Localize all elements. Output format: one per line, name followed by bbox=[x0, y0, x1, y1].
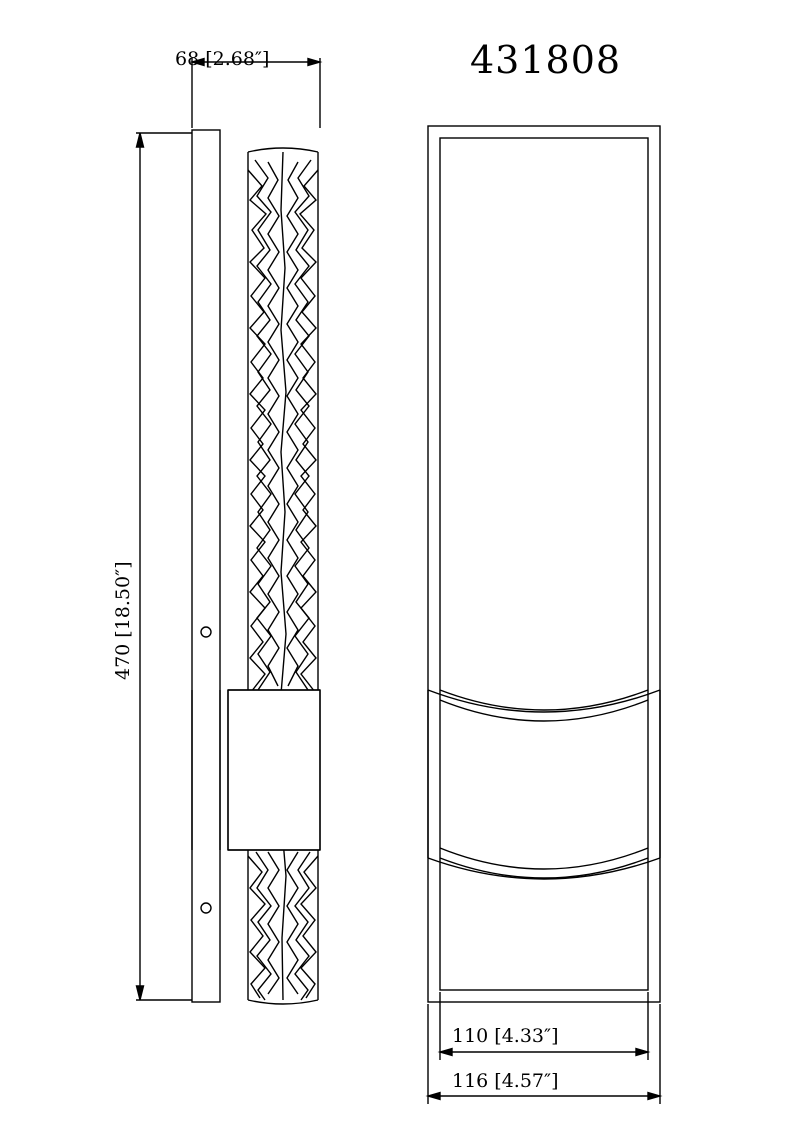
dimension-label-front-inner-width: 110 [4.33″] bbox=[452, 1025, 559, 1047]
height-dimension-line bbox=[136, 133, 192, 1000]
dimension-label-height: 470 [18.50″] bbox=[112, 561, 134, 680]
side-elevation-view bbox=[192, 130, 320, 1004]
dimension-label-front-outer-width: 116 [4.57″] bbox=[452, 1070, 559, 1092]
part-number-label: 431808 bbox=[470, 38, 622, 82]
front-elevation-view bbox=[428, 126, 660, 1002]
dimension-label-side-width: 68 [2.68″] bbox=[175, 48, 270, 70]
